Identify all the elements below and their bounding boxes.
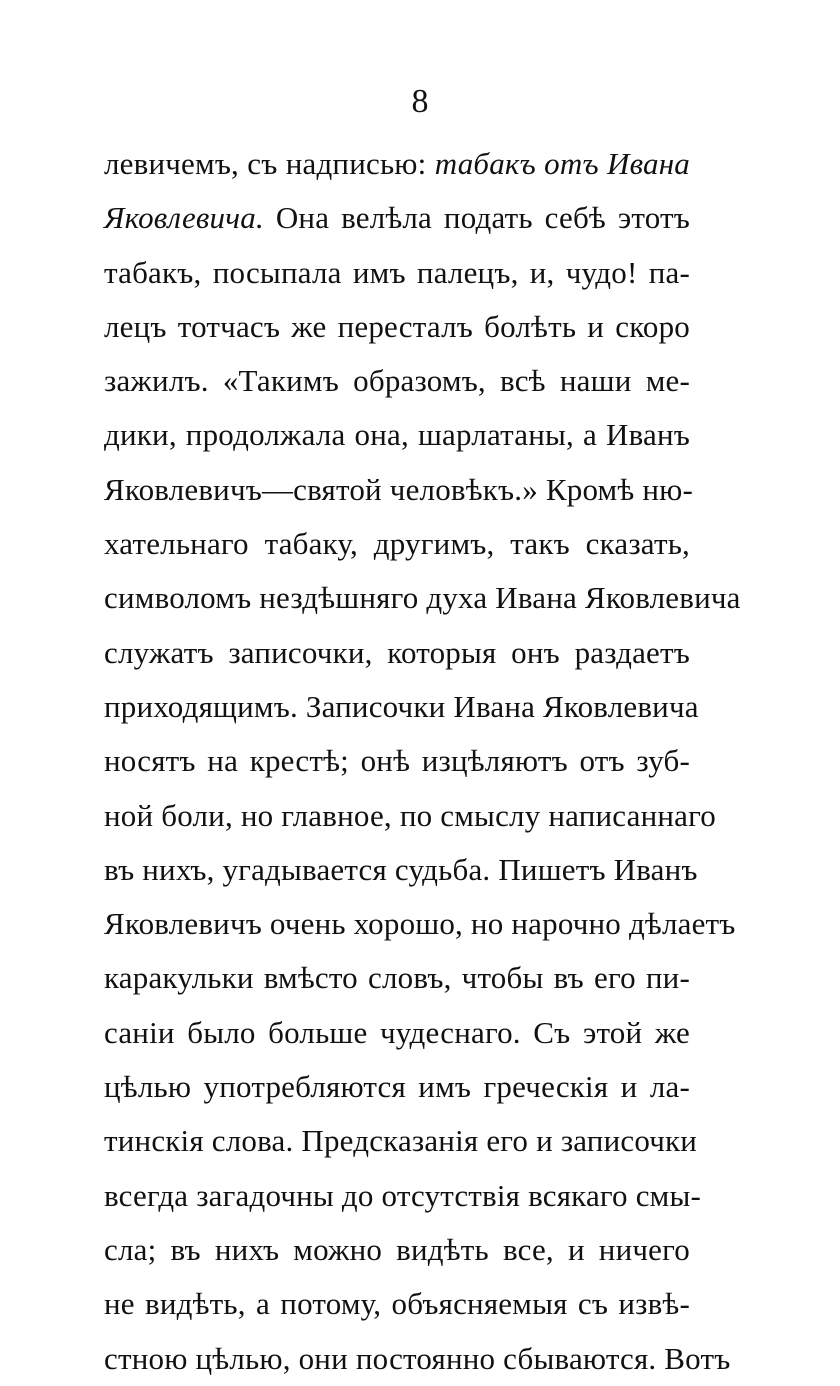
text-line: [104, 463, 694, 517]
text-span: сла; въ нихъ можно видѣть все, и ничего: [104, 1231, 690, 1267]
text-span: символомъ нездѣшняго духа Ивана Яковлевича: [104, 580, 741, 616]
text-span: зажилъ. «Такимъ образомъ, всѣ наши ме-: [104, 363, 690, 399]
text-span: Яковлевичъ очень хорошо, но нарочно дѣлаетъ: [104, 906, 736, 942]
text-span: не видѣть, а потому, объясняемыя съ извѣ-: [104, 1286, 690, 1322]
text-line: [104, 571, 741, 625]
text-line: [104, 951, 690, 1005]
text-span: левичемъ, съ надписью:: [104, 146, 435, 181]
text-span: каракульки вмѣсто словъ, чтобы въ его пи-: [104, 960, 690, 996]
text-span: саніи было больше чудеснаго. Съ этой же: [104, 1014, 690, 1050]
text-line: [104, 354, 690, 408]
text-span: табакъ, посыпала имъ палецъ, и, чудо! па-: [104, 254, 690, 290]
text-line: [104, 1169, 702, 1223]
text-line: [104, 1223, 690, 1277]
text-span: Она велѣла подать себѣ этотъ: [263, 200, 690, 236]
text-line: [104, 300, 690, 354]
body-text: [104, 137, 741, 1386]
text-line: [104, 1114, 698, 1168]
text-line: [104, 1277, 690, 1331]
text-line: [104, 1332, 731, 1386]
text-line: [104, 137, 690, 191]
text-line: [104, 408, 690, 462]
text-line: [104, 1006, 690, 1060]
text-span: тинскія слова. Предсказанія его и записочки: [104, 1123, 698, 1159]
text-line: [104, 246, 690, 300]
text-line: [104, 191, 690, 245]
text-span: служатъ записочки, которыя онъ раздаетъ: [104, 634, 690, 670]
text-line: [104, 897, 736, 951]
italic-text-span: табакъ отъ Ивана: [434, 146, 691, 181]
text-span: лецъ тотчасъ же пересталъ болѣть и скоро: [104, 308, 690, 344]
italic-text-span: Яковлевича.: [104, 200, 264, 236]
text-line: [104, 734, 690, 788]
text-span: носятъ на крестѣ; онѣ изцѣляютъ отъ зуб-: [104, 743, 690, 779]
text-span: стною цѣлью, они постоянно сбываются. Вотъ: [104, 1340, 731, 1376]
text-line: [104, 789, 716, 843]
text-span: всегда загадочны до отсутствія всякаго смы-: [104, 1177, 702, 1213]
text-line: [104, 517, 690, 571]
text-span: Яковлевичъ—святой человѣкъ.» Кромѣ ню-: [104, 471, 694, 507]
page-number: 8: [411, 83, 429, 120]
text-line: [104, 626, 690, 680]
text-line: [104, 843, 698, 897]
text-span: хательнаго табаку, другимъ, такъ сказать,: [104, 526, 690, 562]
text-span: дики, продолжала она, шарлатаны, а Иванъ: [104, 417, 690, 453]
text-line: [104, 1060, 690, 1114]
text-line: [104, 680, 699, 734]
text-span: цѣлью употребляются имъ греческія и ла-: [104, 1069, 690, 1105]
text-span: ной боли, но главное, по смыслу написаннаго: [104, 797, 716, 833]
text-span: въ нихъ, угадывается судьба. Пишетъ Иванъ: [104, 851, 698, 887]
text-span: приходящимъ. Записочки Ивана Яковлевича: [104, 688, 699, 724]
